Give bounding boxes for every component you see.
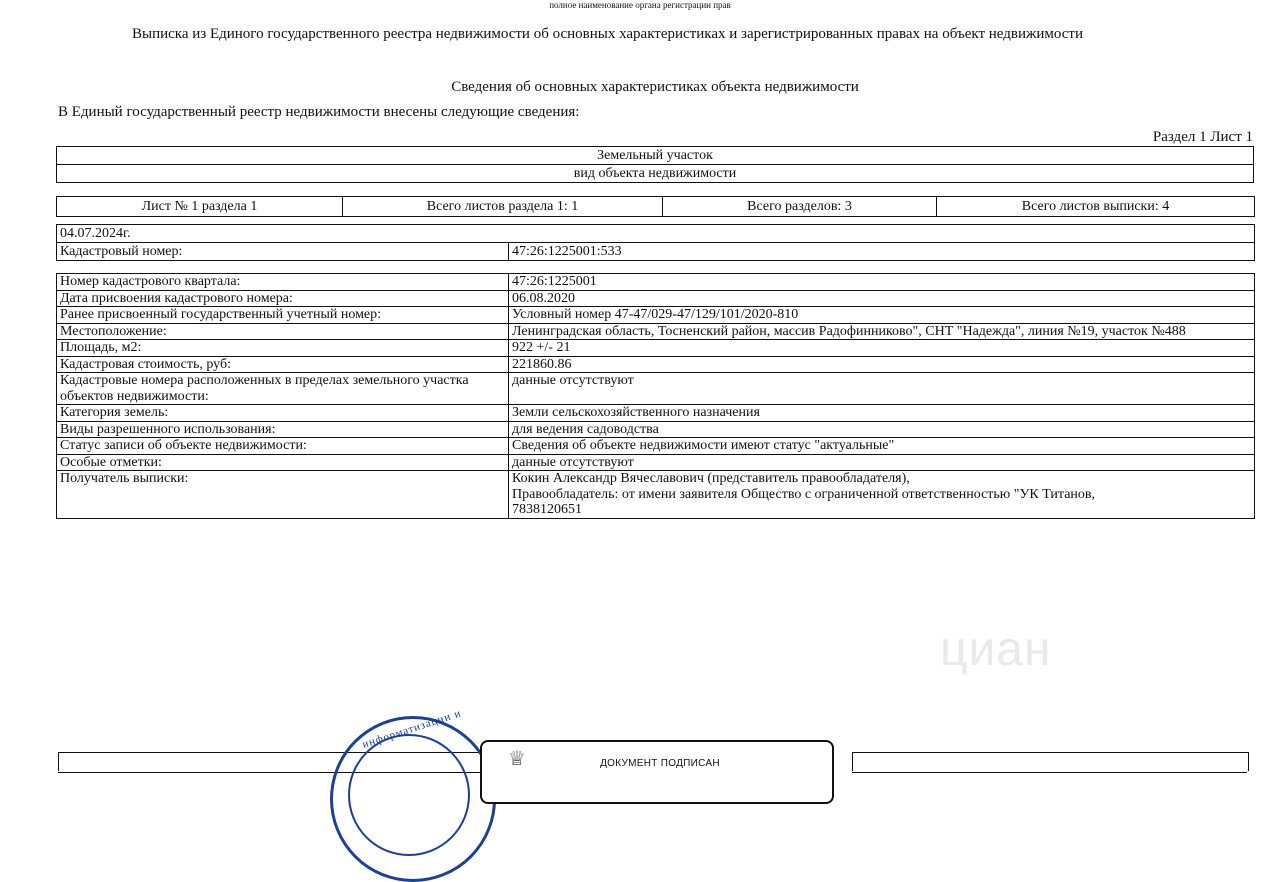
table-row: [57, 421, 1255, 438]
row-label: Особые отметки:: [57, 454, 509, 471]
row-value: 47:26:1225001: [509, 274, 1255, 291]
table-row: [57, 454, 1255, 471]
row-label: Статус записи об объекте недвижимости:: [57, 438, 509, 455]
signed-label: ДОКУМЕНТ ПОДПИСАН: [600, 758, 720, 769]
table-row: [57, 356, 1255, 373]
row-value: данные отсутствуют: [509, 373, 1255, 405]
row-label: Кадастровая стоимость, руб:: [57, 356, 509, 373]
signature-box: [480, 740, 834, 804]
row-value: Ленинградская область, Тосненский район, массив Радофинниково", СНТ "Надежда", линия №19, участок №488: [509, 323, 1255, 340]
row-value: Условный номер 47-47/029-47/129/101/2020-810: [509, 307, 1255, 324]
row-value: Земли сельскохозяйственного назначения: [509, 405, 1255, 422]
section-reference: Раздел 1 Лист 1: [1152, 129, 1253, 145]
object-type-table: [56, 146, 1254, 183]
recipient-line: Правообладатель: от имени заявителя Общество с ограниченной ответственностью "УК Титанов,: [512, 486, 1096, 502]
bottom-table-right: [852, 752, 1249, 771]
total-sections: Всего разделов: 3: [663, 197, 937, 217]
table-row: [57, 438, 1255, 455]
table-row: [57, 274, 1255, 291]
table-row: [57, 405, 1255, 422]
total-extract-sheets: Всего листов выписки: 4: [937, 197, 1255, 217]
intro-text: В Единый государственный реестр недвижимости внесены следующие сведения:: [58, 104, 580, 120]
watermark: циан: [940, 623, 1052, 676]
eagle-emblem-icon: ♕: [508, 748, 526, 770]
total-section-sheets: Всего листов раздела 1: 1: [343, 197, 663, 217]
sheet-number: Лист № 1 раздела 1: [57, 197, 343, 217]
table-row: [57, 307, 1255, 324]
cadastral-number-value: 47:26:1225001:533: [509, 243, 1255, 261]
row-label: Местоположение:: [57, 323, 509, 340]
row-value: Сведения об объекте недвижимости имеют статус "актуальные": [509, 438, 1255, 455]
characteristics-table: [56, 273, 1255, 519]
row-value: 221860.86: [509, 356, 1255, 373]
table-row: [57, 323, 1255, 340]
recipient-line: Кокин Александр Вячеславович (представитель правообладателя),: [512, 471, 910, 486]
table-row: [57, 471, 1255, 519]
section-title: Сведения об основных характеристиках объекта недвижимости: [451, 79, 859, 95]
row-label: Дата присвоения кадастрового номера:: [57, 290, 509, 307]
row-label: Ранее присвоенный государственный учетный номер:: [57, 307, 509, 324]
row-value: 922 +/- 21: [509, 340, 1255, 357]
row-label: Категория земель:: [57, 405, 509, 422]
issuing-authority-caption: полное наименование органа регистрации прав: [549, 0, 731, 10]
table-row: [57, 290, 1255, 307]
object-type-caption: вид объекта недвижимости: [57, 165, 1254, 183]
row-value: [509, 471, 1255, 519]
table-row: [57, 340, 1255, 357]
recipient-line: 7838120651: [512, 502, 582, 517]
sheets-table: [56, 196, 1255, 217]
row-label: Площадь, м2:: [57, 340, 509, 357]
seal-text: информатизации и: [360, 707, 463, 751]
head-table: [56, 224, 1255, 261]
row-value: 06.08.2020: [509, 290, 1255, 307]
object-type: Земельный участок: [57, 147, 1254, 165]
table-row: [57, 373, 1255, 405]
seal-inner-ring: [348, 734, 470, 856]
row-label: Виды разрешенного использования:: [57, 421, 509, 438]
row-label: Номер кадастрового квартала:: [57, 274, 509, 291]
row-value: данные отсутствуют: [509, 454, 1255, 471]
row-label: Кадастровые номера расположенных в пределах земельного участка объектов недвижимости:: [57, 373, 509, 405]
document-title: Выписка из Единого государственного реестра недвижимости об основных характеристиках и зарегистрированных правах на объект недвижимости: [131, 26, 1083, 42]
row-label: Получатель выписки:: [57, 471, 509, 519]
extract-date: 04.07.2024г.: [57, 225, 1255, 243]
cadastral-number-label: Кадастровый номер:: [57, 243, 509, 261]
row-value: для ведения садоводства: [509, 421, 1255, 438]
